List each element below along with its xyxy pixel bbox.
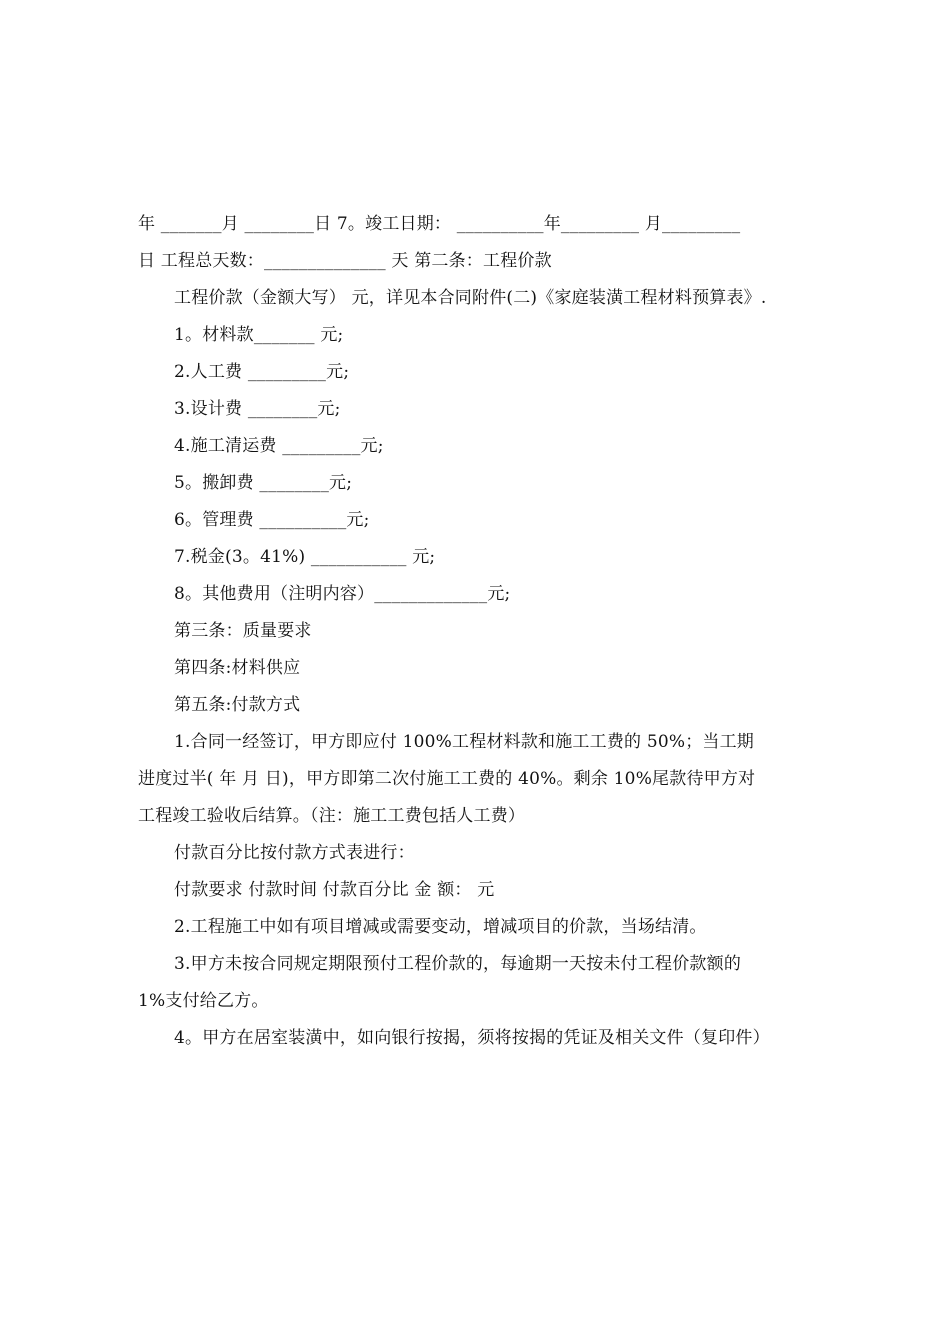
payment-clause-1-line-2: 进度过半( 年 月 日)，甲方即第二次付施工工费的 40%。剩余 10%尾款待甲方对 bbox=[138, 769, 756, 789]
payment-table-header: 付款要求 付款时间 付款百分比 金 额： 元 bbox=[174, 880, 495, 900]
payment-clause-1-line-1: 1.合同一经签订，甲方即应付 100%工程材料款和施工工费的 50%；当工期 bbox=[174, 732, 755, 752]
payment-clause-1-line-3: 工程竣工验收后结算。（注：施工工费包括人工费） bbox=[138, 806, 526, 826]
cleanup-fee-line: 4.施工清运费 _________元; bbox=[174, 436, 384, 456]
payment-clause-3-line-1: 3.甲方未按合同规定期限预付工程价款的，每逾期一天按未付工程价款额的 bbox=[174, 954, 742, 974]
text-line-2: 日 工程总天数：______________ 天 第二条：工程价款 bbox=[138, 251, 552, 271]
design-fee-line: 3.设计费 ________元; bbox=[174, 399, 341, 419]
other-fee-line: 8。其他费用（注明内容）_____________元; bbox=[174, 584, 511, 604]
payment-clause-2: 2.工程施工中如有项目增减或需要变动，增减项目的价款，当场结清。 bbox=[174, 917, 707, 937]
material-fee-line: 1。材料款_______ 元; bbox=[174, 325, 344, 345]
labor-fee-line: 2.人工费 _________元; bbox=[174, 362, 350, 382]
tax-line: 7.税金(3。41%) ___________ 元; bbox=[174, 547, 436, 567]
article-3-heading: 第三条：质量要求 bbox=[174, 621, 312, 641]
payment-clause-4: 4。甲方在居室装潢中，如向银行按揭，须将按揭的凭证及相关文件（复印件） bbox=[174, 1028, 770, 1048]
text-line-3: 工程价款（金额大写） 元，详见本合同附件(二)《家庭装潢工程材料预算表》. bbox=[174, 288, 767, 308]
payment-clause-3-line-2: 1%支付给乙方。 bbox=[138, 991, 269, 1011]
article-5-heading: 第五条:付款方式 bbox=[174, 695, 301, 715]
management-fee-line: 6。管理费 __________元; bbox=[174, 510, 370, 530]
article-4-heading: 第四条:材料供应 bbox=[174, 658, 301, 678]
text-line-1: 年 _______月 ________日 7。竣工日期： __________年_________ 月_________ bbox=[138, 214, 741, 234]
moving-fee-line: 5。搬卸费 ________元; bbox=[174, 473, 353, 493]
payment-schedule-note: 付款百分比按付款方式表进行： bbox=[174, 843, 415, 863]
contract-body bbox=[138, 206, 818, 1057]
